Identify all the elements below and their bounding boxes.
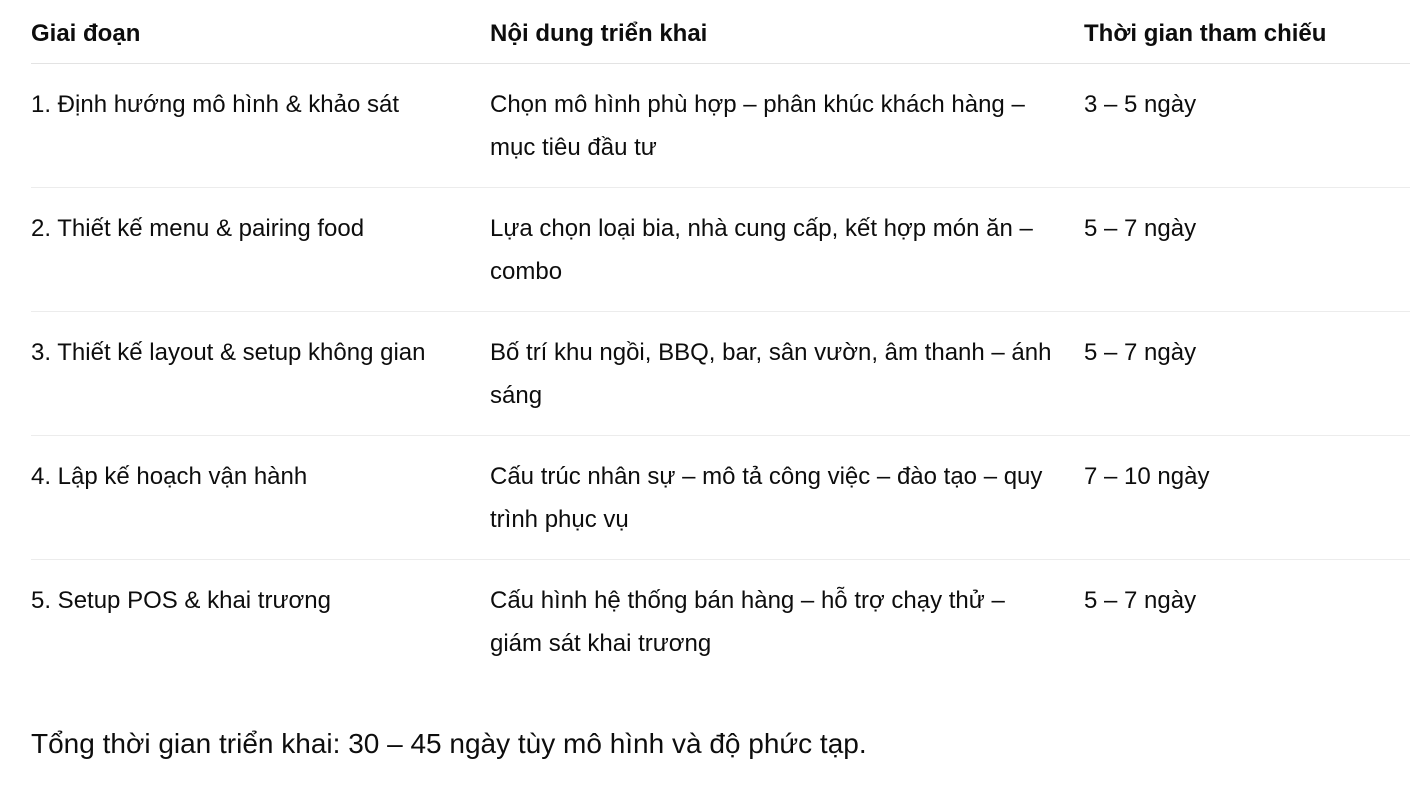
table-row: [31, 312, 1410, 436]
time-cell: 3 – 5 ngày: [1084, 91, 1197, 118]
stage-cell: 4. Lập kế hoạch vận hành: [31, 463, 308, 490]
content-cell: Cấu hình hệ thống bán hàng – hỗ trợ chạy thử – giám sát khai trương: [490, 587, 1005, 657]
table-row: [31, 560, 1410, 683]
time-cell: 5 – 7 ngày: [1084, 339, 1197, 366]
table-row: [31, 64, 1410, 188]
content-cell: Lựa chọn loại bia, nhà cung cấp, kết hợp món ăn – combo: [490, 215, 1033, 285]
implementation-table: [31, 0, 1410, 683]
time-cell: 5 – 7 ngày: [1084, 215, 1197, 242]
stage-cell: 1. Định hướng mô hình & khảo sát: [31, 91, 400, 118]
time-cell: 5 – 7 ngày: [1084, 587, 1197, 614]
summary-text: Tổng thời gian triển khai: 30 – 45 ngày tùy mô hình và độ phức tạp.: [31, 728, 867, 759]
table-row: [31, 188, 1410, 312]
header-content: Nội dung triển khai: [490, 20, 708, 47]
time-cell: 7 – 10 ngày: [1084, 463, 1210, 490]
stage-cell: 3. Thiết kế layout & setup không gian: [31, 339, 426, 366]
content-cell: Cấu trúc nhân sự – mô tả công việc – đào tạo – quy trình phục vụ: [490, 463, 1043, 533]
table-header-row: [31, 0, 1410, 64]
table-row: [31, 436, 1410, 560]
header-time: Thời gian tham chiếu: [1084, 20, 1327, 47]
content-cell: Chọn mô hình phù hợp – phân khúc khách hàng – mục tiêu đầu tư: [490, 91, 1025, 161]
content-cell: Bố trí khu ngồi, BBQ, bar, sân vườn, âm thanh – ánh sáng: [490, 339, 1052, 409]
stage-cell: 5. Setup POS & khai trương: [31, 587, 331, 614]
stage-cell: 2. Thiết kế menu & pairing food: [31, 215, 365, 242]
header-stage: Giai đoạn: [31, 20, 141, 47]
